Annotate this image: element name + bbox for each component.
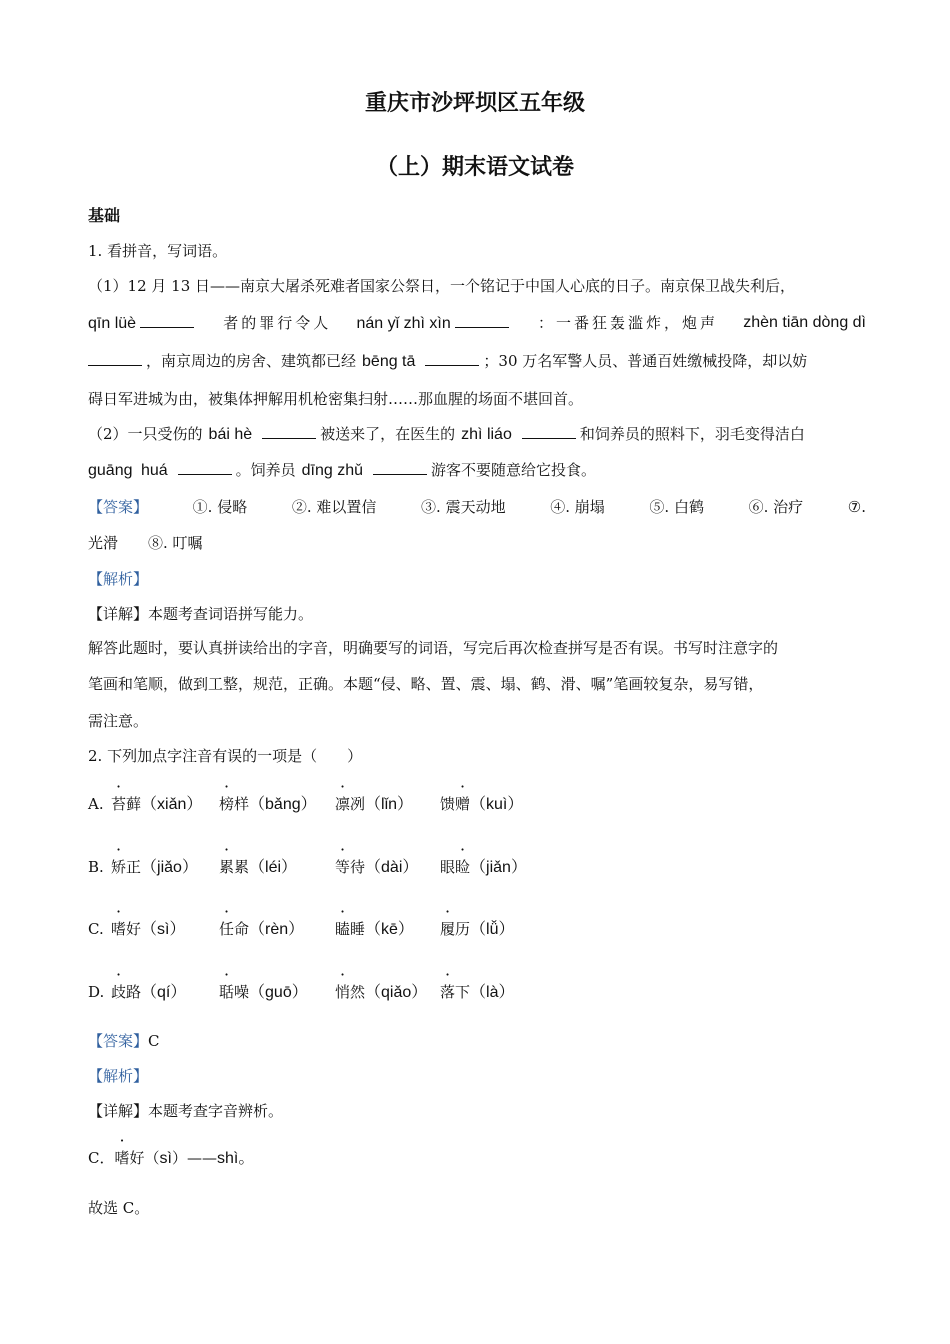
word-char: 眼 [440, 858, 456, 876]
pinyin-annotation: （xiǎn） [141, 796, 203, 813]
pinyin-annotation: （jiǎo） [141, 859, 198, 876]
detail-label: 【详解】 [88, 605, 149, 623]
option-word [219, 982, 308, 1003]
text-fragment: （2）一只受伤的 [88, 425, 203, 443]
word-char: 历 [455, 920, 471, 938]
q1-explain-line1: 解答此题时，要认真拼读给出的字音，明确要写的词语，写完后再次检查拼写是否有误。书写时注意字的 [88, 639, 779, 657]
option-word [440, 982, 515, 1003]
pinyin-qinlue: qīn lüè [88, 315, 137, 332]
answer-blank[interactable] [140, 313, 194, 328]
exp-prefix: C． [88, 1149, 115, 1167]
answer-value: C [148, 1032, 160, 1050]
pinyin-guanghua: guāng huá [88, 462, 168, 479]
answer-blank[interactable] [88, 351, 142, 366]
answer-blank[interactable] [178, 460, 232, 475]
answer-item: ②. 难以置信 [291, 498, 377, 516]
option-letter: A. [88, 795, 104, 813]
dotted-char: 赠 [455, 795, 471, 813]
pinyin-annotation: （léi） [249, 859, 298, 876]
q2-conclusion: 故选 C。 [88, 1199, 150, 1217]
pinyin-dingzhu: dīng zhǔ [301, 462, 364, 479]
text-fragment: 游客不要随意给它投食。 [431, 461, 597, 479]
q2-explanation [88, 1148, 254, 1169]
title-line-1: 重庆市沙坪坝区五年级 [364, 91, 585, 116]
dotted-char: 睑 [455, 858, 471, 876]
option-letter: B. [88, 858, 104, 876]
answer-blank[interactable] [522, 424, 576, 439]
text-fragment: 。饲养员 [235, 461, 296, 479]
answer-item: ⑦. [847, 498, 866, 516]
dotted-char: 矫 [111, 858, 127, 876]
word-char: 命 [234, 920, 250, 938]
answer-blank[interactable] [262, 424, 316, 439]
detail-label: 【详解】 [88, 1102, 149, 1120]
word-char: 噪 [234, 983, 250, 1001]
q1-p2-line2 [88, 460, 596, 481]
q1-detail [88, 604, 313, 624]
pinyin-baihe: bái hè [208, 426, 253, 443]
word-char: 累 [234, 858, 250, 876]
pinyin-zhiliao: zhì liáo [461, 426, 512, 443]
pinyin-zhentiandongdi: zhèn tiān dòng dì [743, 314, 866, 331]
pinyin-annotation: （qiǎo） [365, 984, 428, 1001]
word-char: 路 [126, 983, 142, 1001]
answer-item: ①. 侵略 [192, 498, 248, 516]
q2-option-row [0, 919, 950, 941]
q1-p1-line3 [88, 351, 807, 372]
dotted-char: 悄 [335, 983, 351, 1001]
pinyin-annotation: （là） [470, 984, 515, 1001]
answer-item: ④. 崩塌 [550, 498, 605, 516]
title-line-2: （上）期末语文试卷 [375, 155, 574, 180]
pinyin-annotation: （rèn） [249, 921, 305, 938]
q2-analysis-label: 【解析】 [88, 1067, 149, 1085]
exp-text: ）—— [171, 1149, 217, 1167]
answer-item: ③. 震天动地 [421, 498, 506, 516]
dotted-char: 等 [335, 858, 351, 876]
answer-label: 【答案】 [88, 1032, 149, 1050]
q1-stem: 1. 看拼音，写词语。 [88, 242, 228, 260]
pinyin-annotation: （guō） [249, 984, 308, 1001]
dotted-char: 嗜 [114, 1149, 130, 1167]
q1-answer-row-2: 光滑 ⑧. 叮嘱 [88, 534, 203, 552]
option-word [440, 857, 527, 878]
dotted-char: 榜 [219, 795, 235, 813]
dotted-char: 苔 [111, 795, 127, 813]
dotted-char: 聒 [219, 983, 235, 1001]
option-word [335, 794, 413, 815]
pinyin-annotation: （jiǎn） [470, 859, 527, 876]
text-fragment: ；30 万名军警人员、普通百姓缴械投降，却以妨 [483, 352, 808, 370]
q1-p1-line1: （1）12 月 13 日——南京大屠杀死难者国家公祭日，一个铭记于中国人心底的日子。南京保卫战失利后， [88, 277, 796, 295]
answer-item: ⑥. 治疗 [748, 498, 804, 516]
detail-text: 本题考查词语拼写能力。 [148, 605, 314, 623]
pinyin-annotation: （dài） [365, 859, 419, 876]
q1-explain-line3: 需注意。 [88, 712, 149, 730]
text-fragment: 和饲养员的照料下，羽毛变得洁白 [579, 425, 805, 443]
exp-pinyin-correct: shì。 [216, 1150, 255, 1167]
dotted-char: 凛 [335, 795, 351, 813]
text-fragment: 被送来了，在医生的 [320, 425, 456, 443]
detail-text: 本题考查字音辨析。 [148, 1102, 284, 1120]
option-word [111, 982, 186, 1003]
text-fragment: 者的罪行令人 [223, 314, 332, 332]
pinyin-annotation: （lǚ） [470, 921, 515, 938]
option-word [111, 794, 202, 815]
pinyin-annotation: （sì） [141, 921, 186, 938]
pinyin-annotation: （bǎng） [249, 796, 317, 813]
q1-answer-row [88, 497, 866, 517]
q2-detail [88, 1101, 283, 1121]
q2-option-row [0, 857, 950, 879]
pinyin-nanyizhixin: nán yǐ zhì xìn [356, 315, 451, 332]
word-char: 睡 [350, 920, 366, 938]
section-heading: 基础 [88, 206, 121, 225]
word-char: 样 [234, 795, 250, 813]
answer-item: ⑤. 白鹤 [649, 498, 704, 516]
option-word [335, 857, 418, 878]
q1-analysis-label: 【解析】 [88, 570, 149, 588]
option-word [440, 919, 515, 940]
pinyin-annotation: （lǐn） [365, 796, 414, 813]
option-word [111, 919, 185, 940]
word-char: 正 [126, 858, 142, 876]
word-char: 下 [455, 983, 471, 1001]
word-char: 藓 [126, 795, 142, 813]
answer-blank[interactable] [425, 351, 479, 366]
text-fragment: ：一番狂轰滥炸，炮声 [538, 314, 719, 332]
dotted-char: 履 [440, 920, 456, 938]
option-word [335, 982, 427, 1003]
option-word [219, 857, 297, 878]
pinyin-annotation: （kuì） [470, 796, 524, 813]
q1-p2-line1 [88, 424, 805, 445]
q2-option-row [0, 982, 950, 1004]
q2-option-row [0, 794, 950, 816]
dotted-char: 瞌 [335, 920, 351, 938]
answer-label: 【答案】 [88, 498, 149, 516]
pinyin-annotation: （qí） [141, 984, 187, 1001]
option-word [219, 919, 304, 940]
option-word [111, 857, 198, 878]
dotted-char: 任 [219, 920, 235, 938]
option-word [440, 794, 523, 815]
q2-answer [88, 1031, 160, 1051]
dotted-char: 歧 [111, 983, 127, 1001]
option-letter: C. [88, 920, 104, 938]
dotted-char: 落 [440, 983, 456, 1001]
dotted-char: 累 [219, 858, 235, 876]
q1-p1-line4: 碍日军进城为由，被集体押解用机枪密集扫射……那血腥的场面不堪回首。 [88, 390, 584, 408]
q1-p1-line2 [88, 313, 866, 334]
option-word [335, 919, 414, 940]
word-char: 好 [126, 920, 142, 938]
q2-stem: 2. 下列加点字注音有误的一项是（ ） [88, 747, 363, 765]
option-letter: D. [88, 983, 105, 1001]
text-fragment: ，南京周边的房舍、建筑都已经 [146, 352, 357, 370]
pinyin-bengta: bēng tā [362, 353, 416, 370]
exp-pinyin-wrong: sì [159, 1150, 172, 1167]
exp-text: 好（ [129, 1149, 160, 1167]
word-char: 馈 [440, 795, 456, 813]
dotted-char: 嗜 [111, 920, 127, 938]
word-char: 冽 [350, 795, 366, 813]
q1-explain-line2: 笔画和笔顺，做到工整，规范，正确。本题“侵、略、置、震、塌、鹤、滑、嘱”笔画较复杂，易写错， [88, 675, 764, 693]
option-word [219, 794, 317, 815]
word-char: 待 [350, 858, 366, 876]
answer-blank[interactable] [373, 460, 427, 475]
word-char: 然 [350, 983, 366, 1001]
answer-blank[interactable] [455, 313, 509, 328]
pinyin-annotation: （kē） [365, 921, 414, 938]
